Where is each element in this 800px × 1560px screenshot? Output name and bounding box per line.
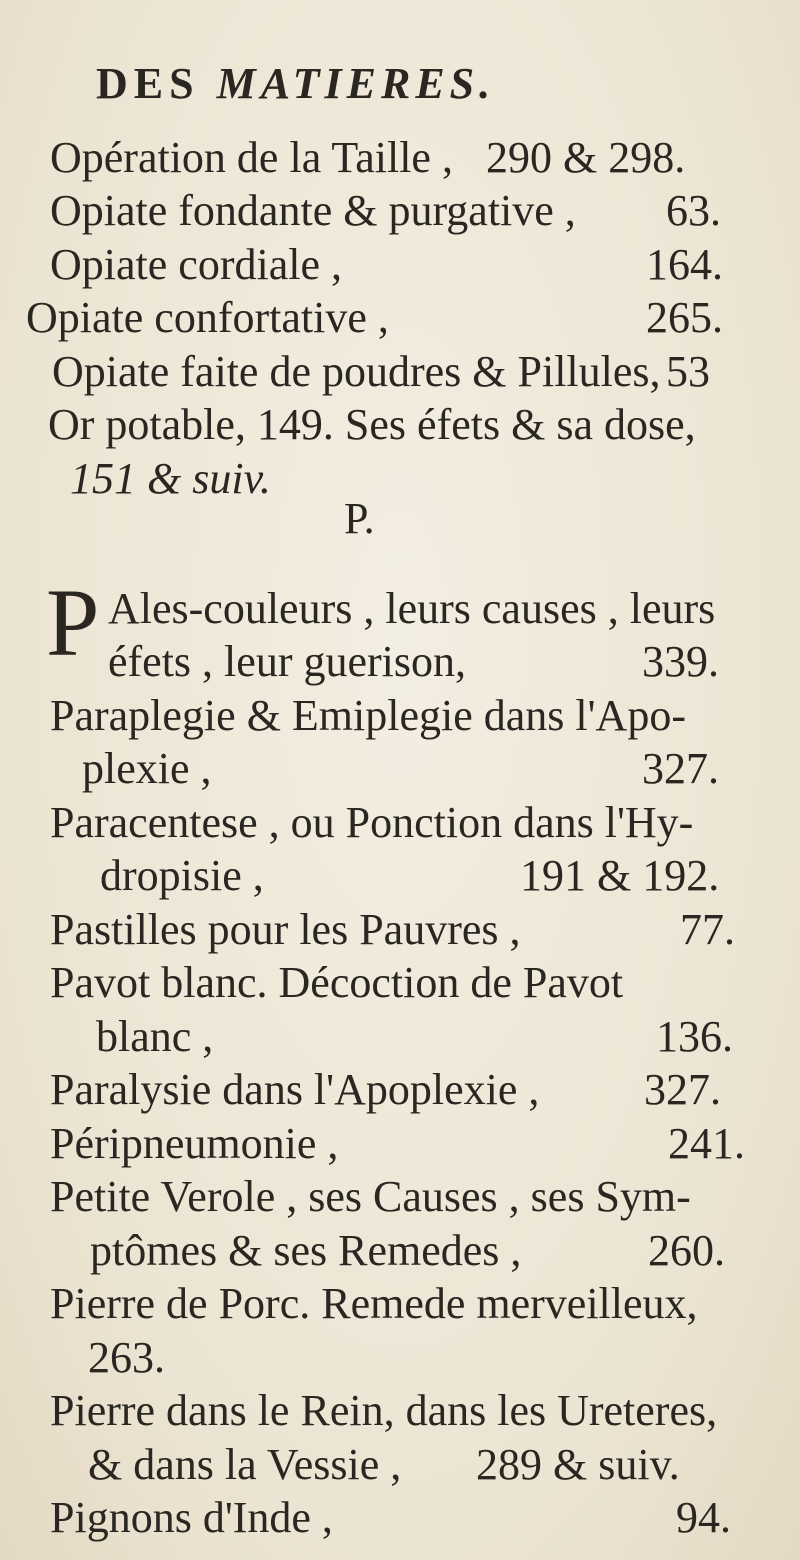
entry-page: 289 & suiv. bbox=[476, 1440, 680, 1489]
entry-text: éfets , leur guerison, bbox=[108, 637, 466, 686]
entry-page: 241. bbox=[668, 1119, 745, 1168]
entry-page: 63. bbox=[666, 186, 721, 235]
entry-text: Opiate confortative , bbox=[26, 293, 389, 342]
drop-cap: P bbox=[46, 569, 100, 676]
entry-page: 260. bbox=[648, 1226, 725, 1275]
entry-text: Pastilles pour les Pauvres , bbox=[50, 905, 521, 954]
entry-text: blanc , bbox=[96, 1012, 214, 1061]
entry-text: & dans la Vessie , bbox=[88, 1440, 402, 1489]
entry-text: Opiate cordiale , bbox=[50, 240, 342, 289]
entry-text: Paraplegie & Emiplegie dans l'Apo- bbox=[50, 691, 686, 740]
running-head bbox=[96, 58, 736, 109]
running-head-part-b: MATIERES. bbox=[216, 59, 496, 108]
entry-text: Pierre dans le Rein, dans les Ureteres, bbox=[50, 1386, 718, 1435]
entry-page: 136. bbox=[656, 1012, 733, 1061]
entry-page: 77. bbox=[680, 905, 735, 954]
entry-text: Pignons d'Inde , bbox=[50, 1493, 333, 1542]
entry-text: ptômes & ses Remedes , bbox=[90, 1226, 522, 1275]
entry-text: dropisie , bbox=[100, 851, 264, 900]
entry-text: Opiate faite de poudres & Pillules, bbox=[52, 347, 661, 396]
entry-text: Opération de la Taille , bbox=[50, 133, 453, 182]
entry-text: Pierre de Porc. Remede merveilleux, bbox=[50, 1279, 698, 1328]
entry-page: 327. bbox=[644, 1065, 721, 1114]
entry-text: Péripneumonie , bbox=[50, 1119, 339, 1168]
entry-page: 339. bbox=[642, 637, 719, 686]
entry-page: 53 bbox=[666, 347, 710, 396]
entry-text: Opiate fondante & purgative , bbox=[50, 186, 576, 235]
entry-text: Petite Verole , ses Causes , ses Sym- bbox=[50, 1172, 691, 1221]
entry-text: 151 & suiv. bbox=[70, 454, 271, 503]
entry-page: 164. bbox=[646, 240, 723, 289]
entry-text: Or potable, 149. Ses éfets & sa dose, bbox=[48, 400, 696, 449]
running-head-part-a: DES bbox=[96, 59, 200, 108]
entry-text: Ales-couleurs , leurs causes , leurs bbox=[108, 584, 716, 633]
entry-page: 327. bbox=[642, 744, 719, 793]
entry-page: 94. bbox=[676, 1493, 731, 1542]
entry-text: Pavot blanc. Décoction de Pavot bbox=[50, 958, 624, 1007]
entry-text: Paralysie dans l'Apoplexie , bbox=[50, 1065, 540, 1114]
entry-text: Paracentese , ou Ponction dans l'Hy- bbox=[50, 798, 694, 847]
entry-text: 263. bbox=[88, 1333, 165, 1382]
entry-page: 290 & 298. bbox=[486, 133, 686, 182]
entry-page: 265. bbox=[646, 293, 723, 342]
entry-page: 191 & 192. bbox=[520, 851, 720, 900]
entry-text: plexie , bbox=[82, 744, 212, 793]
section-letter: P. bbox=[344, 494, 375, 543]
